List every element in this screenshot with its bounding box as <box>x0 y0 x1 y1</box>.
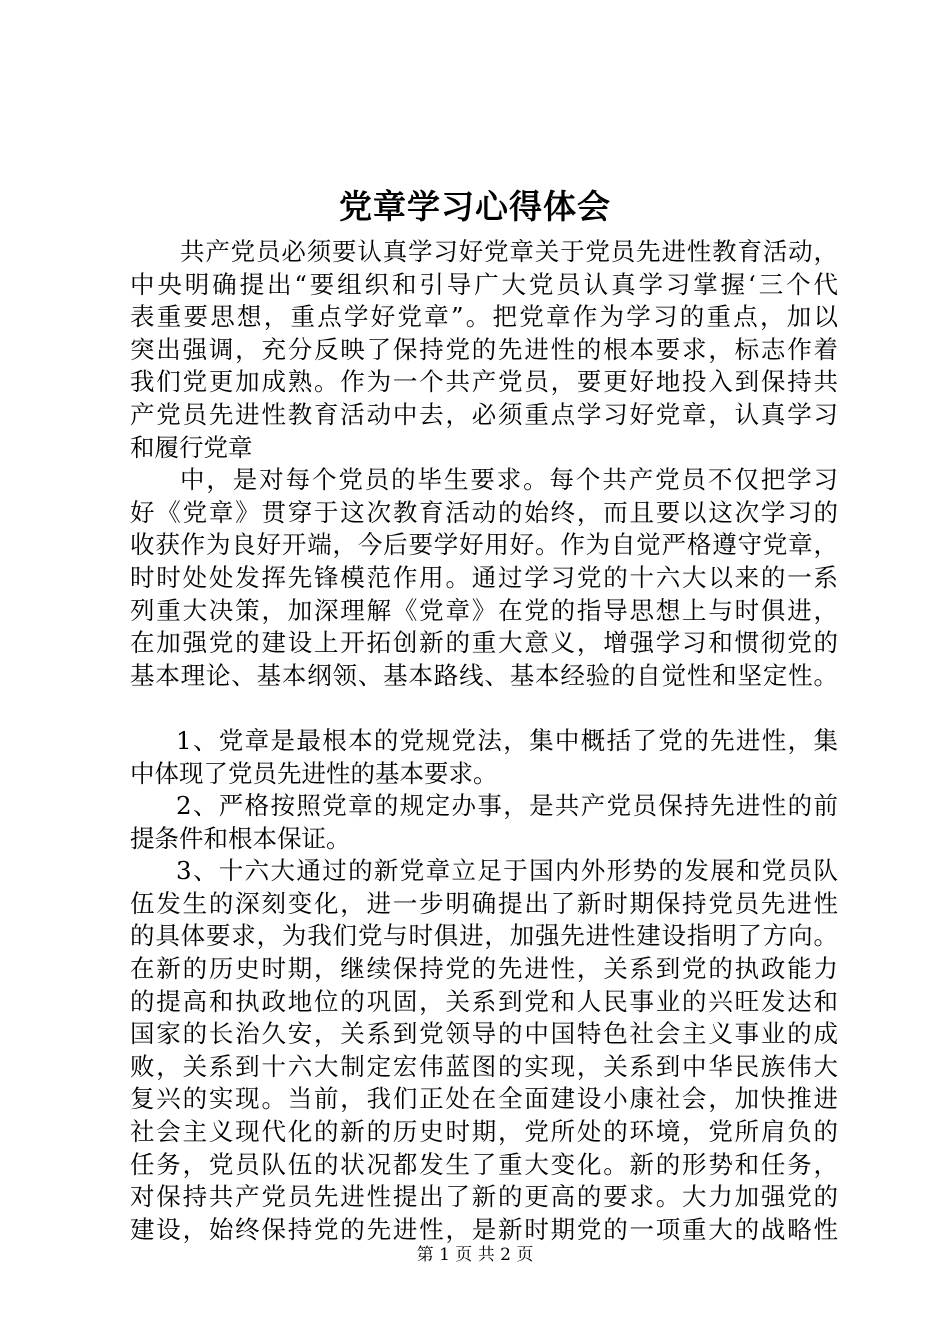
body-text-line: 中体现了党员先进性的基本要求。 <box>130 758 498 788</box>
body-text-line: 3、十六大通过的新党章立足于国内外形势的发展和党员队 <box>176 856 838 886</box>
body-text-line: 我们党更加成熟。作为一个共产党员，要更好地投入到保持共 <box>130 367 838 397</box>
body-text-line: 国家的长治久安，关系到党领导的中国特色社会主义事业的成 <box>130 1019 838 1049</box>
body-text-line: 社会主义现代化的新的历史时期，党所处的环境，党所肩负的 <box>130 1117 838 1147</box>
body-text-line: 1、党章是最根本的党规党法，集中概括了党的先进性，集 <box>176 725 838 755</box>
body-text-line: 提条件和根本保证。 <box>130 823 351 853</box>
document-body <box>130 236 838 1246</box>
body-text-line: 表重要思想，重点学好党章”。把党章作为学习的重点，加以 <box>130 302 838 332</box>
body-text-line: 基本理论、基本纲领、基本路线、基本经验的自觉性和坚定性。 <box>130 660 838 690</box>
document-title: 党章学习心得体会 <box>339 187 611 226</box>
body-text-line: 的具体要求，为我们党与时俱进，加强先进性建设指明了方向。 <box>130 921 838 951</box>
body-text-line: 在加强党的建设上开拓创新的重大意义，增强学习和惯彻党的 <box>130 628 838 658</box>
body-text-line: 中央明确提出“要组织和引导广大党员认真学习掌握‘三个代 <box>130 269 838 299</box>
body-text-line: 败，关系到十六大制定宏伟蓝图的实现，关系到中华民族伟大 <box>130 1051 838 1081</box>
body-text-line: 复兴的实现。当前，我们正处在全面建设小康社会，加快推进 <box>130 1084 838 1114</box>
body-text-line: 任务，党员队伍的状况都发生了重大变化。新的形势和任务， <box>130 1149 838 1179</box>
body-text-line: 建设，始终保持党的先进性，是新时期党的一项重大的战略性 <box>130 1214 838 1244</box>
body-text-line: 的提高和执政地位的巩固，关系到党和人民事业的兴旺发达和 <box>130 986 838 1016</box>
body-text-line: 共产党员必须要认真学习好党章关于党员先进性教育活动， <box>180 237 838 266</box>
body-text-line: 好《党章》贯穿于这次教育活动的始终，而且要以这次学习的 <box>130 497 838 527</box>
body-text-line: 和履行党章 <box>130 432 253 462</box>
body-text-line: 产党员先进性教育活动中去，必须重点学习好党章，认真学习 <box>130 399 838 429</box>
body-text-line: 中，是对每个党员的毕生要求。每个共产党员不仅把学习 <box>180 465 838 495</box>
body-text-line: 列重大决策，加深理解《党章》在党的指导思想上与时俱进， <box>130 595 838 625</box>
body-text-line: 时时处处发挥先锋模范作用。通过学习党的十六大以来的一系 <box>130 562 838 592</box>
body-text-line: 对保持共产党员先进性提出了新的更高的要求。大力加强党的 <box>130 1182 838 1212</box>
body-text-line: 在新的历史时期，继续保持党的先进性，关系到党的执政能力 <box>130 954 838 984</box>
body-text-line: 2、严格按照党章的规定办事，是共产党员保持先进性的前 <box>176 791 838 821</box>
body-text-line: 收获作为良好开端，今后要学好用好。作为自觉严格遵守党章， <box>130 530 838 560</box>
blank-line <box>130 692 838 725</box>
body-text-line: 突出强调，充分反映了保持党的先进性的根本要求，标志作着 <box>130 334 838 364</box>
page-footer: 第 1 页 共 2 页 <box>416 1245 534 1265</box>
body-text-line: 伍发生的深刻变化，进一步明确提出了新时期保持党员先进性 <box>130 888 838 918</box>
